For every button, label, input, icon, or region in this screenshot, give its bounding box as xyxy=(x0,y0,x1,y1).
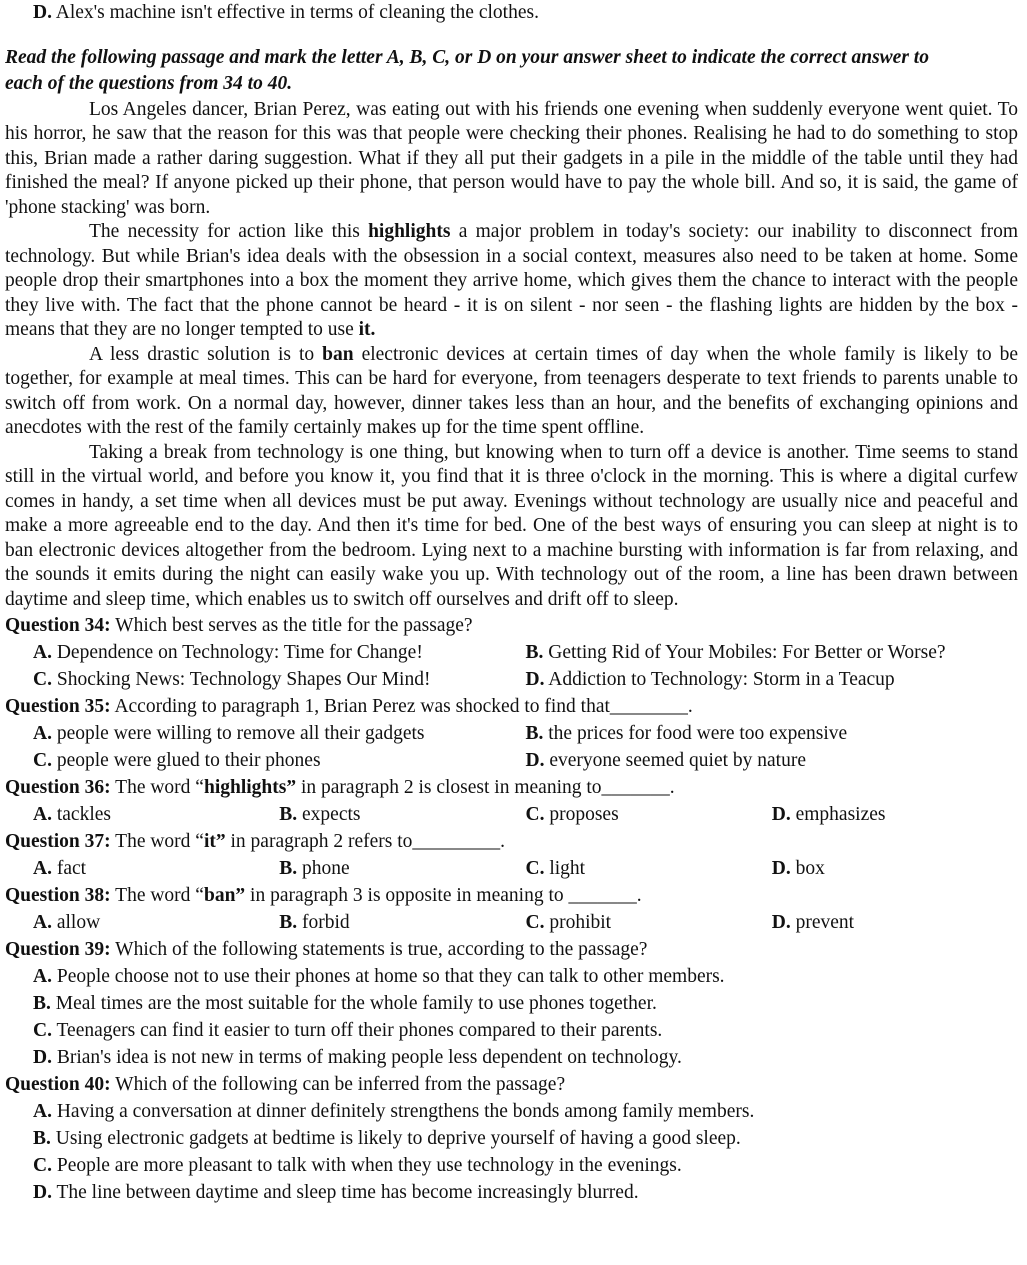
question-36-options xyxy=(5,801,1018,828)
keyword-highlights: highlights xyxy=(368,221,451,243)
q38-option-d[interactable]: D. prevent xyxy=(771,912,855,934)
q35-option-d[interactable]: D. everyone seemed quiet by nature xyxy=(525,750,806,772)
q36-option-c[interactable]: C. proposes xyxy=(525,804,619,826)
question-39: Question 39: Which of the following statements is true, according to the passage? xyxy=(5,939,648,961)
option-text: Alex's machine isn't effective in terms of cleaning the clothes. xyxy=(51,2,539,23)
paragraph-3: A less drastic solution is to ban electronic devices at certain times of day when the whole family is likely to be together, for example at meal times. This can be hard for everyone, from teenagers desperate to text friends to parents unable to switch off from work. On a normal day, however, dinner takes less than an hour, and the benefits of exchanging opinions and anecdotes with the rest of the family certainly makes up for the time spent offline. xyxy=(5,343,1018,439)
q38-option-b[interactable]: B. forbid xyxy=(279,912,350,934)
question-35-options-row-1 xyxy=(5,720,1018,747)
question-34-options-row-1 xyxy=(5,639,1018,666)
q39-option-c[interactable]: C. Teenagers can find it easier to turn off their phones compared to their parents. xyxy=(33,1020,663,1042)
q35-option-b[interactable]: B. the prices for food were too expensive xyxy=(525,723,848,745)
question-40: Question 40: Which of the following can be inferred from the passage? xyxy=(5,1074,566,1096)
q39-option-b[interactable]: B. Meal times are the most suitable for the whole family to use phones together. xyxy=(33,993,657,1015)
reading-passage xyxy=(5,98,1018,613)
instruction-line-1: Read the following passage and mark the letter A, B, C, or D on your answer sheet to indicate the correct answer to xyxy=(5,46,929,68)
q34-option-b[interactable]: B. Getting Rid of Your Mobiles: For Better or Worse? xyxy=(525,642,946,664)
paragraph-2: The necessity for action like this highlights a major problem in today's society: our inability to disconnect from technology. But while Brian's idea deals with the obsession in a social context, measures also need to be taken at home. Some people drop their smartphones into a box the moment they arrive home, which gives them the chance to interact with the people they live with. The fact that the phone cannot be heard - it is on silent - nor seen - the flashing lights are hidden by the box - means that they are no longer tempted to use it. xyxy=(5,221,1018,341)
q35-option-a[interactable]: A. people were willing to remove all their gadgets xyxy=(33,723,425,745)
q39-option-d[interactable]: D. Brian's idea is not new in terms of making people less dependent on technology. xyxy=(33,1047,682,1069)
instruction-line-2: each of the questions from 34 to 40. xyxy=(5,73,293,95)
q40-option-c[interactable]: C. People are more pleasant to talk with when they use technology in the evenings. xyxy=(33,1155,682,1177)
q37-option-b[interactable]: B. phone xyxy=(279,858,350,880)
q36-option-d[interactable]: D. emphasizes xyxy=(771,804,886,826)
q38-option-c[interactable]: C. prohibit xyxy=(525,912,612,934)
q36-option-a[interactable]: A. tackles xyxy=(33,804,111,826)
keyword-ban: ban xyxy=(322,343,354,365)
q35-option-c[interactable]: C. people were glued to their phones xyxy=(33,750,321,772)
question-34-options-row-2 xyxy=(5,666,1018,693)
q40-option-d[interactable]: D. The line between daytime and sleep time has become increasingly blurred. xyxy=(33,1182,639,1204)
q34-option-a[interactable]: A. Dependence on Technology: Time for Change! xyxy=(33,642,423,664)
question-35: Question 35: According to paragraph 1, Brian Perez was shocked to find that________. xyxy=(5,696,693,718)
q37-option-a[interactable]: A. fact xyxy=(33,858,87,880)
question-38-options xyxy=(5,909,1018,936)
previous-question-option-d xyxy=(5,0,1018,27)
q34-option-d[interactable]: D. Addiction to Technology: Storm in a Teacup xyxy=(525,669,895,691)
q38-option-a[interactable]: A. allow xyxy=(33,912,101,934)
question-38: Question 38: The word “ban” in paragraph 3 is opposite in meaning to _______. xyxy=(5,885,642,907)
q36-option-b[interactable]: B. expects xyxy=(279,804,361,826)
question-35-options-row-2 xyxy=(5,747,1018,774)
q37-option-d[interactable]: D. box xyxy=(771,858,825,880)
q34-option-c[interactable]: C. Shocking News: Technology Shapes Our Mind! xyxy=(33,669,431,691)
question-36: Question 36: The word “highlights” in paragraph 2 is closest in meaning to_______. xyxy=(5,777,675,799)
q40-option-a[interactable]: A. Having a conversation at dinner definitely strengthens the bonds among family members. xyxy=(33,1101,755,1123)
question-34: Question 34: Which best serves as the title for the passage? xyxy=(5,615,473,637)
q37-option-c[interactable]: C. light xyxy=(525,858,586,880)
question-37-options xyxy=(5,855,1018,882)
q39-option-a[interactable]: A. People choose not to use their phones at home so that they can talk to other members. xyxy=(33,966,725,988)
question-37: Question 37: The word “it” in paragraph 2 refers to_________. xyxy=(5,831,506,853)
keyword-it: it. xyxy=(358,319,376,341)
option-letter: D. xyxy=(33,2,52,23)
q40-option-b[interactable]: B. Using electronic gadgets at bedtime is likely to deprive yourself of having a good sleep. xyxy=(33,1128,741,1150)
paragraph-4: Taking a break from technology is one thing, but knowing when to turn off a device is another. Time seems to stand still in the virtual world, and before you know it, you find that it is three o'clock in the morning. This is where a digital curfew comes in handy, a set time when all devices must be put away. Evenings without technology are usually nice and peaceful and make a more agreeable end to the day. And then it's time for bed. One of the best ways of ensuring you can sleep at night is to ban electronic devices altogether from the bedroom. Lying next to a machine bursting with information is far from relaxing, and the sounds it emits during the night can easily wake you up. With technology out of the room, a line has been drawn between daytime and sleep time, which enables us to switch off ourselves and drift off to sleep. xyxy=(5,441,1018,610)
paragraph-1: Los Angeles dancer, Brian Perez, was eating out with his friends one evening when suddenly everyone went quiet. To his horror, he saw that the reason for this was that people were checking their phones. Realising he had to do something to stop this, Brian made a rather daring suggestion. What if they all put their gadgets in a pile in the middle of the table until they had finished the meal? If anyone picked up their phone, that person would have to pay the whole bill. And so, it is said, the game of 'phone stacking' was born. xyxy=(5,98,1018,218)
